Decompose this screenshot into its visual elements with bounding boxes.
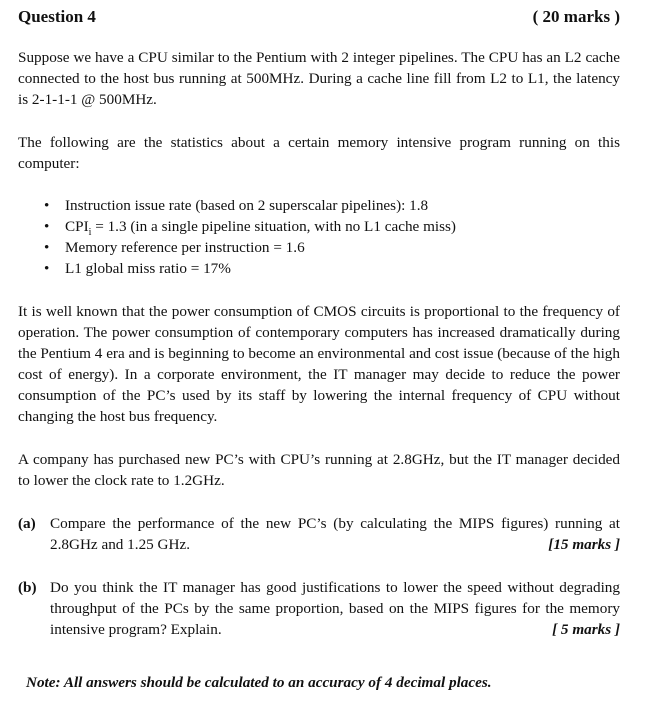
part-a-marks: [15 marks ] [548, 536, 620, 553]
stat-cpi-value: = 1.3 (in a single pipeline situation, with no L1 cache miss) [91, 218, 456, 235]
stat-issue-rate: Instruction issue rate (based on 2 superscalar pipelines): 1.8 [65, 197, 429, 214]
total-marks: ( 20 marks ) [532, 7, 620, 26]
list-item [44, 258, 620, 279]
company-paragraph: A company has purchased new PC’s with CPU’s running at 2.8GHz, but the IT manager decided to lower the clock rate to 1.2GHz. [18, 451, 620, 489]
accuracy-note: Note: All answers should be calculated to an accuracy of 4 decimal places. [26, 674, 492, 691]
stat-memory-ref: Memory reference per instruction = 1.6 [65, 239, 305, 256]
part-a-label: (a) [18, 515, 36, 532]
list-item [44, 216, 620, 237]
stat-cpi-subscript: i [88, 227, 92, 239]
stat-miss-ratio: L1 global miss ratio = 17% [65, 260, 231, 277]
bullet-icon: • [44, 197, 50, 214]
question-header [18, 6, 620, 28]
stat-cpi-label: CPI [65, 218, 89, 235]
bullet-icon: • [44, 260, 50, 277]
bullet-icon: • [44, 218, 50, 235]
part-b [18, 577, 620, 640]
question-title: Question 4 [18, 7, 96, 26]
question-document [18, 6, 620, 693]
stats-intro-paragraph: The following are the statistics about a certain memory intensive program running on this computer: [18, 134, 620, 172]
power-paragraph: It is well known that the power consumption of CMOS circuits is proportional to the frequency of operation. The power consumption of contemporary computers has increased dramatically during the Pentium 4 era and is beginning to become an environmental and cost issue (because of the high cost of energy). In a corporate environment, the IT manager may decide to reduce the power consumption of the PC’s used by its staff by lowering the internal frequency of CPU without changing the host bus frequency. [18, 303, 620, 425]
part-b-label: (b) [18, 579, 37, 596]
part-a-text: Compare the performance of the new PC’s (by calculating the MIPS figures) running at 2.8GHz and 1.25 GHz. [50, 515, 620, 553]
part-b-marks: [ 5 marks ] [552, 621, 620, 638]
statistics-list [18, 195, 620, 279]
list-item [44, 195, 620, 216]
part-b-text: Do you think the IT manager has good justifications to lower the speed without degrading throughput of the PCs by the same proportion, based on the MIPS figures for the memory intensive program? Explain. [50, 579, 620, 638]
part-a [18, 513, 620, 555]
intro-paragraph: Suppose we have a CPU similar to the Pentium with 2 integer pipelines. The CPU has an L2 cache connected to the host bus running at 500MHz. During a cache line fill from L2 to L1, the latency is 2-1-1-1 @ 500MHz. [18, 49, 620, 108]
bullet-icon: • [44, 239, 50, 256]
list-item [44, 237, 620, 258]
